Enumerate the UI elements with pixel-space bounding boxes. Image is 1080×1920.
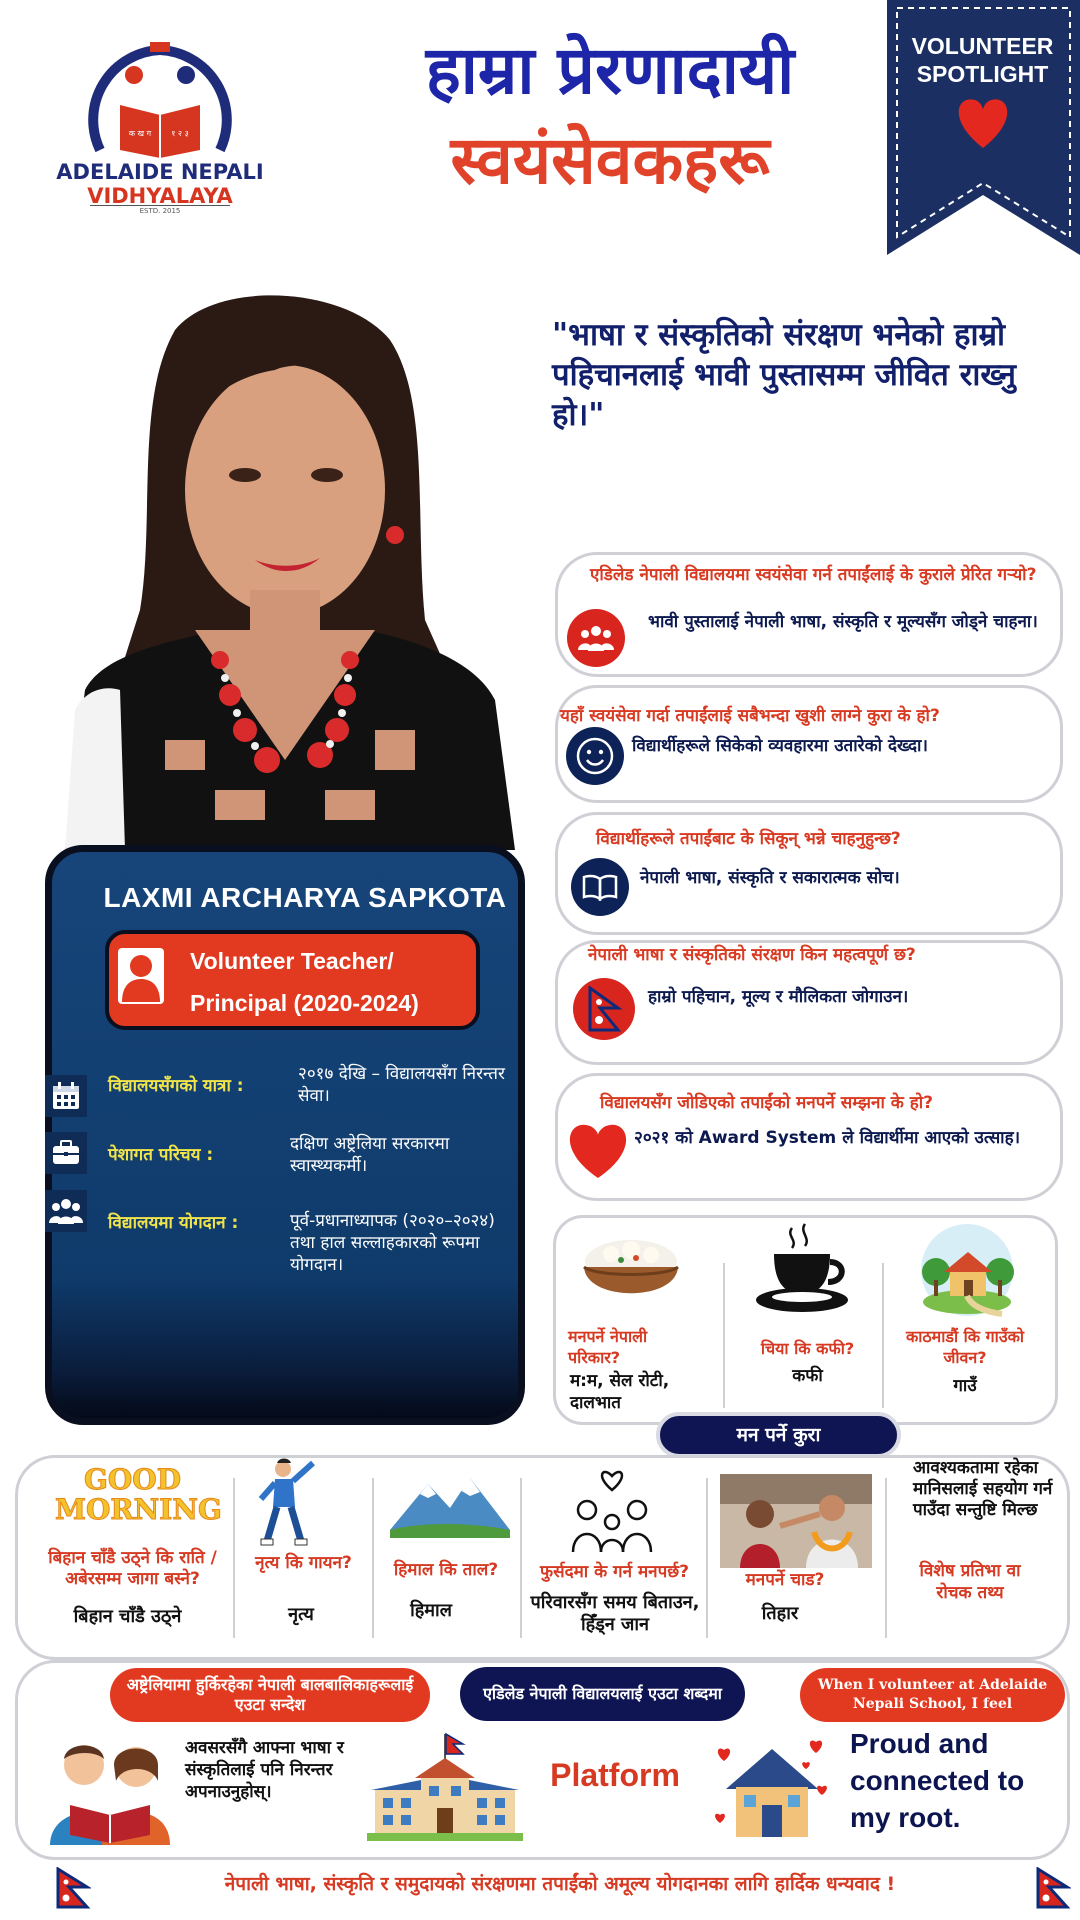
info-value-profession: दक्षिण अष्ट्रेलिया सरकारमा स्वास्थ्यकर्मी। [290, 1134, 450, 1176]
row-answer-festival: तिहार [761, 1603, 799, 1624]
home-hearts-icon [712, 1733, 832, 1843]
smile-icon [566, 727, 624, 785]
qa-question: विद्यार्थीहरूले तपाईंबाट के सिकून् भन्ने चाहनुहुन्छ? [596, 829, 901, 849]
row-question-morning: बिहान चाँडै उठ्ने कि राति / अबेरसम्म जागा बस्ने? [48, 1548, 217, 1589]
divider [520, 1478, 522, 1638]
qa-answer: २०२१ को Award System ले विद्यार्थीमा आएको उत्साह। [634, 1128, 1021, 1148]
children-reading-icon [40, 1735, 180, 1845]
festival-photo-icon [720, 1474, 872, 1568]
qa-answer: नेपाली भाषा, संस्कृति र सकारात्मक सोच। [640, 868, 900, 888]
qa-question: नेपाली भाषा र संस्कृतिको संरक्षण किन महत्वपूर्ण छ? [588, 945, 916, 965]
info-label-journey: विद्यालयसँगको यात्रा : [108, 1076, 244, 1096]
info-value-journey: २०१७ देखि – विद्यालयसँग निरन्तर सेवा। [298, 1064, 505, 1106]
nepal-flag-icon [55, 1867, 91, 1909]
info-value-contribution: पूर्व-प्रधानाध्यापक (२०२०–२०२४) तथा हाल सल्लाहकारको रूपमा योगदान। [290, 1211, 495, 1275]
school-building-icon [365, 1730, 525, 1845]
special-fact-text: आवश्यकतामा रहेका मानिसलाई सहयोग गर्न पाउँदा सन्तुष्टि मिल्छ [913, 1458, 1053, 1520]
message-tag: अष्ट्रेलियामा हुर्किरहेका नेपाली बालबालिकाहरूलाई एउटा सन्देश [110, 1668, 430, 1722]
row-question-dance: नृत्य कि गायन? [255, 1553, 352, 1573]
divider [706, 1478, 708, 1638]
volunteer-quote: "भाषा र संस्कृतिको संरक्षण भनेको हाम्रो पहिचानलाई भावी पुस्तासम्म जीवित राख्नु हो।" [552, 317, 1016, 433]
row-answer-dance: नृत्य [288, 1604, 314, 1625]
row-answer-leisure: परिवारसँग समय बिताउन, हिँड्न जान [530, 1592, 700, 1635]
page-title-line1: हाम्रा प्रेरणादायी [425, 32, 795, 109]
group-icon [45, 1190, 87, 1232]
nepal-flag-icon [1035, 1867, 1071, 1909]
row-question-festival: मनपर्ने चाड? [745, 1570, 825, 1590]
favorite-answer-life: गाउँ [953, 1376, 977, 1396]
divider [372, 1478, 374, 1638]
banner-text [895, 32, 1070, 88]
row-question-mountain: हिमाल कि ताल? [393, 1560, 499, 1580]
logo-line2: VIDHYALAYA [87, 184, 233, 208]
logo-text [40, 160, 280, 208]
svg-text:१ २ ३: १ २ ३ [171, 129, 189, 138]
row-question-leisure: फुर्सदमा के गर्न मनपर्छ? [539, 1562, 690, 1582]
qa-answer: भावी पुस्तालाई नेपाली भाषा, संस्कृति र मूल्यसँग जोड्ने चाहना। [648, 612, 1038, 632]
person-icon [118, 948, 164, 1004]
qa-question: विद्यालयसँग जोडिएको तपाईंको मनपर्ने सम्झना के हो? [600, 1093, 934, 1113]
feeling-tag: When I volunteer at Adelaide Nepali School, I feel [800, 1668, 1065, 1722]
favorite-answer-drink: कफी [792, 1366, 823, 1386]
family-icon [565, 1470, 660, 1555]
book-icon [571, 858, 629, 916]
mountain-icon [390, 1468, 510, 1538]
favorite-question-food: मनपर्ने नेपाली परिकार? [568, 1327, 648, 1367]
volunteer-name: LAXMI ARCHARYA SAPKOTA [103, 882, 507, 913]
qa-answer: हाम्रो पहिचान, मूल्य र मौलिकता जोगाउन। [648, 987, 909, 1007]
role-line1: Volunteer Teacher/ [190, 948, 394, 974]
divider [882, 1263, 884, 1408]
qa-answer: विद्यार्थीहरूले सिकेको व्यवहारमा उतारेको देख्दा। [632, 736, 928, 756]
logo-estd: ESTD. 2015 [90, 205, 230, 215]
info-label-contribution: विद्यालयमा योगदान : [108, 1213, 239, 1233]
row-answer-mountain: हिमाल [410, 1600, 452, 1621]
heart-icon [566, 1120, 630, 1180]
message-text: अवसरसँगै आफ्ना भाषा र संस्कृतिलाई पनि निरन्तर अपनाउनुहोस्। [185, 1738, 344, 1802]
divider [233, 1478, 235, 1638]
divider [885, 1478, 887, 1638]
logo-line1: ADELAIDE NEPALI [56, 160, 264, 184]
favorite-answer-food: म:म, सेल रोटी, दालभात [570, 1371, 670, 1413]
role-text [190, 940, 470, 1024]
volunteer-photo [45, 290, 525, 850]
favorites-title: मन पर्ने कुरा [656, 1412, 901, 1458]
page-title-line2: स्वयंसेवकहरू [450, 122, 770, 199]
good-morning-icon: GOOD MORNING [55, 1463, 222, 1526]
footer-thanks: नेपाली भाषा, संस्कृति र समुदायको संरक्षणमा तपाईंको अमूल्य योगदानका लागि हार्दिक धन्यवाद ! [224, 1873, 896, 1895]
one-word-answer: Platform [550, 1757, 680, 1793]
dancer-icon [255, 1455, 325, 1550]
coffee-cup-icon [750, 1220, 860, 1320]
special-fact-label: विशेष प्रतिभा वा रोचक तथ्य [919, 1561, 1021, 1603]
nepal-flag-icon [573, 978, 635, 1040]
food-bowl-icon [576, 1222, 686, 1322]
one-word-tag: एडिलेड नेपाली विद्यालयलाई एउटा शब्दमा [460, 1667, 745, 1721]
qa-question: एडिलेड नेपाली विद्यालयमा स्वयंसेवा गर्न तपाईंलाई के कुराले प्रेरित गर्‍यो? [590, 565, 1037, 585]
people-icon [567, 609, 625, 667]
favorite-question-drink: चिया कि कफी? [760, 1339, 855, 1358]
briefcase-icon [45, 1132, 87, 1174]
banner-line1: VOLUNTEER [911, 33, 1054, 59]
qa-question: यहाँ स्वयंसेवा गर्दा तपाईंलाई सबैभन्दा खुशी लाग्ने कुरा के हो? [560, 706, 940, 726]
banner-line2: SPOTLIGHT [916, 61, 1049, 87]
feeling-answer: Proud and connected to my root. [850, 1728, 1025, 1833]
divider [723, 1263, 725, 1408]
calendar-icon [45, 1075, 87, 1117]
favorite-question-life: काठमाडौं कि गाउँको जीवन? [905, 1327, 1025, 1367]
info-label-profession: पेशागत परिचय : [108, 1145, 214, 1165]
svg-text:क ख ग: क ख ग [128, 129, 152, 138]
village-icon [912, 1222, 1022, 1317]
role-line2: Principal (2020-2024) [190, 990, 419, 1016]
row-answer-morning: बिहान चाँडै उठ्ने [73, 1606, 182, 1627]
